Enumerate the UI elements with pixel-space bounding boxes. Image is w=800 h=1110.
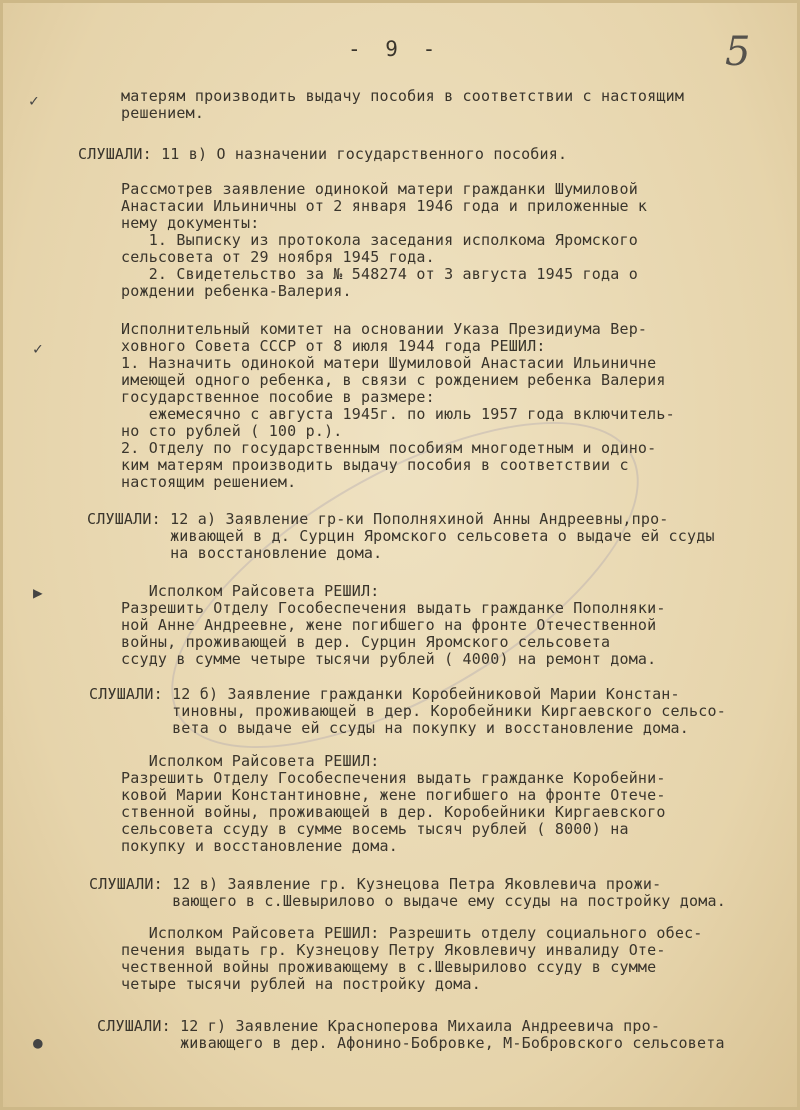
heard-item-12g: СЛУШАЛИ: 12 г) Заявление Красноперова Михаила Андреевича про- живающего в дер. Афонино-Бобровке, М-Бобровского сельсовета — [97, 1017, 725, 1052]
margin-tick-mark: ✓ — [33, 339, 43, 358]
item-12v-decision: Исполком Райсовета РЕШИЛ: Разрешить отделу социального обес- печения выдать гр. Кузнецову Петру Яковлевичу инвалиду Оте- чественной войны проживающему в с.Шевырилово ссуду в сумме четыре тысячи рублей на постройку дома. — [121, 924, 703, 993]
page-number: - 9 - — [348, 37, 442, 61]
heard-item-11v: СЛУШАЛИ: 11 в) О назначении государственного пособия. — [78, 145, 568, 163]
margin-dot-mark: ● — [33, 1033, 43, 1052]
margin-tick-mark: ✓ — [29, 91, 39, 110]
paragraph-continuation: матерям производить выдачу пособия в соответствии с настоящим решением. — [121, 87, 685, 122]
item-11v-text: Рассмотрев заявление одинокой матери гражданки Шумиловой Анастасии Ильиничны от 2 января 1946 года и приложенные к нему документы: 1. Выписку из протокола заседания исполкома Яромского сельсовета от 29 ноября 1945 года. 2. Свидетельство за № 548274 от 3 августа 1945 года о рождении ребенка-Валерия. — [121, 180, 648, 300]
handwritten-page-mark: 5 — [725, 29, 751, 75]
item-11v-decision: Исполнительный комитет на основании Указа Президиума Вер- ховного Совета СССР от 8 июля 1944 года РЕШИЛ: 1. Назначить одинокой матери Шумиловой Анастасии Ильиничне имеющей одного ребенка, в связи с рождением ребенка Валерия государственное пособие в размере: ежемесячно с августа 1945г. по июль 1957 года включитель- но сто рублей ( 100 р.). 2. Отделу по государственным пособиям многодетным и одино- ким матерям производить выдачу пособия в соответствии с настоящим решением. — [121, 320, 675, 491]
item-12b-decision: Исполком Райсовета РЕШИЛ: Разрешить Отделу Гособеспечения выдать гражданке Коробейни- ковой Марии Константиновне, жене погибшего на фронте Отече- ственной войны, проживающей в дер. Коробейники Киргаевского сельсовета ссуду в сумме восемь тысяч рублей ( 8000) на покупку и восстановление дома. — [121, 752, 666, 855]
item-12a-decision: Исполком Райсовета РЕШИЛ: Разрешить Отделу Гособеспечения выдать гражданке Пополняки- ной Анне Андреевне, жене погибшего на фронте Отечественной войны, проживающей в дер. Сурцин Яромского сельсовета ссуду в сумме четыре тысячи рублей ( 4000) на ремонт дома. — [121, 582, 666, 668]
heard-item-12b: СЛУШАЛИ: 12 б) Заявление гражданки Коробейниковой Марии Констан- тиновны, проживающей в дер. Коробейники Киргаевского сельсо- вета о выдаче ей ссуды на покупку и восстановление дома. — [89, 685, 726, 737]
heard-item-12a: СЛУШАЛИ: 12 а) Заявление гр-ки Пополняхиной Анны Андреевны,про- живающей в д. Сурцин Яромского сельсовета о выдаче ей ссуды на восстановление дома. — [87, 510, 715, 562]
heard-item-12v: СЛУШАЛИ: 12 в) Заявление гр. Кузнецова Петра Яковлевича прожи- вающего в с.Шевырилово о выдаче ему ссуды на постройку дома. — [89, 875, 726, 910]
margin-arrow-mark: ▶ — [33, 583, 43, 602]
